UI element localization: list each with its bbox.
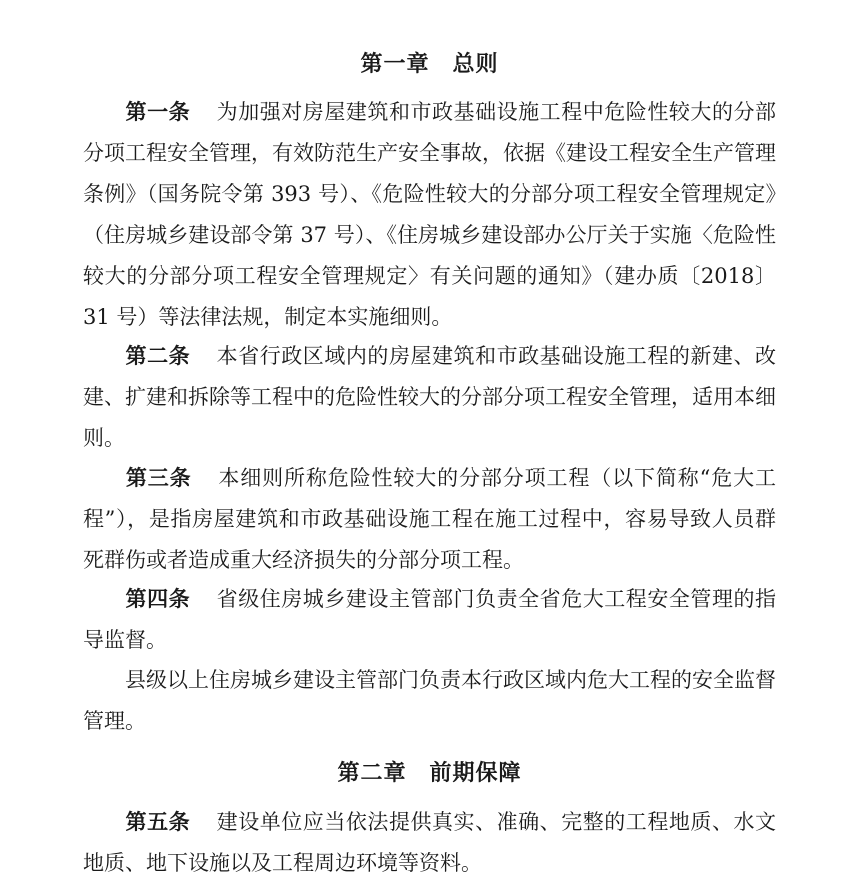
chapter-title: 第二章 前期保障 bbox=[337, 761, 522, 786]
article-3 bbox=[83, 458, 776, 581]
article-4 bbox=[83, 579, 776, 661]
article-text: 省级住房城乡建设主管部门负责全省危大工程安全管理的指导监督。 bbox=[83, 587, 777, 652]
article-2 bbox=[83, 336, 776, 459]
article-text: 本细则所称危险性较大的分部分项工程（以下简称“危大工程”），是指房屋建筑和市政基础设施工程在施工过程中，容易导致人员群死群伤或者造成重大经济损失的分部分项工程。 bbox=[83, 466, 777, 572]
article-label: 第二条 bbox=[125, 344, 191, 368]
chapter-title: 第一章 总则 bbox=[360, 52, 499, 77]
article-label: 第五条 bbox=[125, 810, 191, 834]
article-text: 建设单位应当依法提供真实、准确、完整的工程地质、水文地质、地下设施以及工程周边环境等资料。 bbox=[83, 810, 777, 875]
article-text: 县级以上住房城乡建设主管部门负责本行政区域内危大工程的安全监督管理。 bbox=[83, 668, 776, 733]
article-label: 第三条 bbox=[125, 466, 192, 490]
article-text: 本省行政区域内的房屋建筑和市政基础设施工程的新建、改建、扩建和拆除等工程中的危险性较大的分部分项工程安全管理，适用本细则。 bbox=[83, 344, 777, 450]
article-4-paragraph-2 bbox=[83, 660, 776, 742]
article-1 bbox=[83, 92, 776, 338]
article-label: 第四条 bbox=[125, 587, 191, 611]
article-text: 为加强对房屋建筑和市政基础设施工程中危险性较大的分部分项工程安全管理，有效防范生产安全事故，依据《建设工程安全生产管理条例》（国务院令第 393 号）、《危险性较大的分部分项工程安全管理规定》（住房城乡建设部令第 37 号）、《住房城乡建设部办公厅关于实施〈危险性较大的分部分项工程安全管理规定〉有关问题的通知》（建办质〔2018〕31 号）等法律法规，制定本实施细则。 bbox=[83, 100, 777, 329]
article-5 bbox=[83, 802, 776, 884]
article-label: 第一条 bbox=[125, 100, 191, 124]
